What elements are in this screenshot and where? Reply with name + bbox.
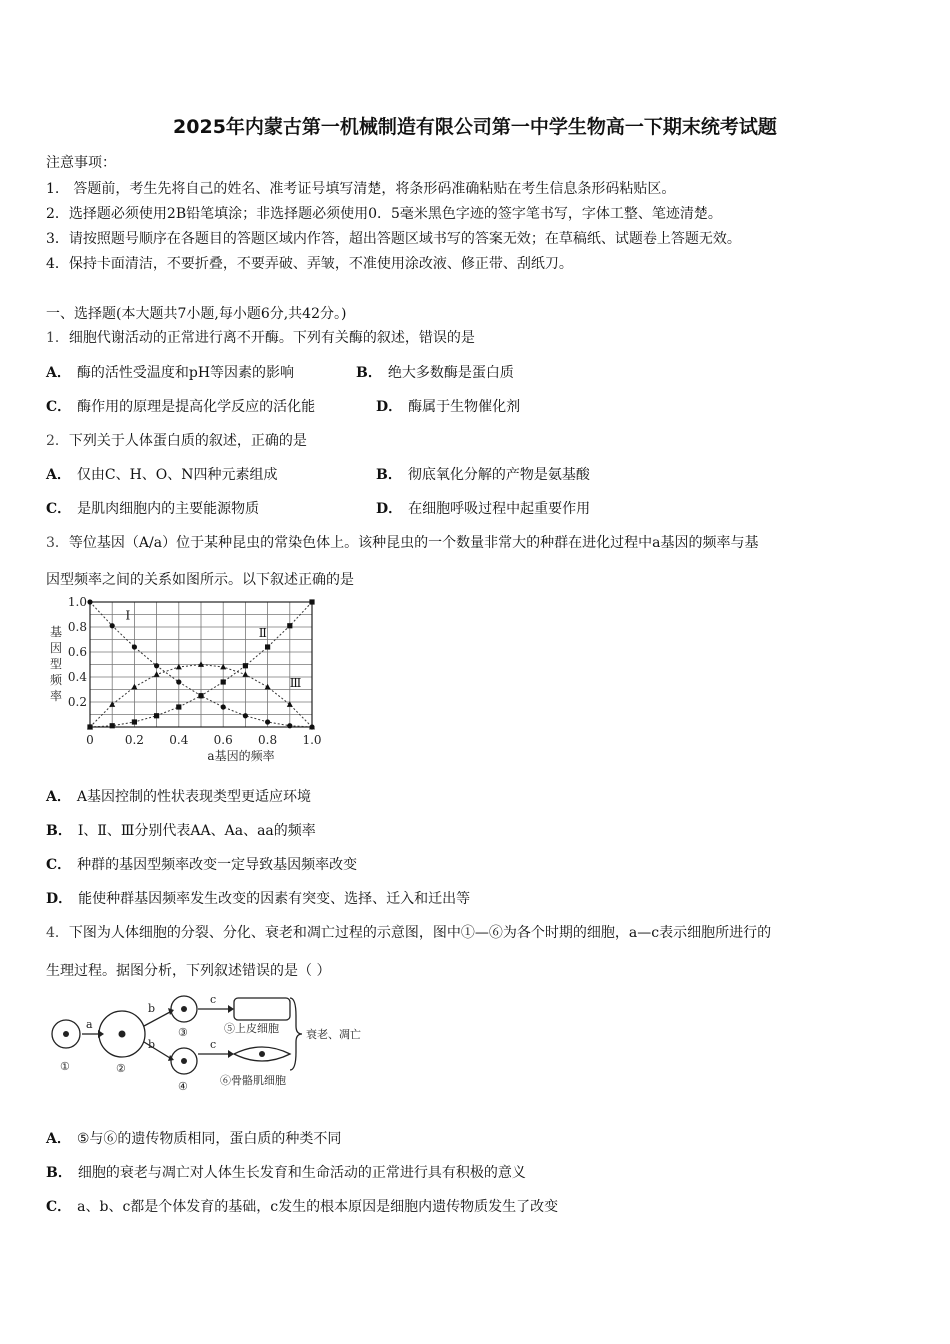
- cell-4-label: ④: [178, 1080, 188, 1093]
- data-point: [198, 661, 204, 667]
- option-a[interactable]: A． A基因控制的性状表现类型更适应环境: [46, 789, 311, 805]
- process-b-label: b: [148, 1002, 156, 1015]
- question-text: 下图为人体细胞的分裂、分化、衰老和凋亡过程的示意图，图中①—⑥为各个时期的细胞，a—c表示细胞所进行的: [68, 925, 772, 941]
- question-2-stem: [46, 430, 307, 450]
- arrowhead-icon: [98, 1030, 104, 1038]
- x-tick-label: 0.4: [169, 733, 189, 747]
- x-axis-label: a基因的频率: [207, 749, 275, 763]
- y-tick-label: 0.4: [67, 670, 87, 684]
- cell-6-label: ⑥骨骼肌细胞: [220, 1074, 286, 1087]
- arrowhead-icon: [228, 1050, 234, 1058]
- option-d[interactable]: D． 酶属于生物催化剂: [376, 399, 521, 415]
- notice-item: 4．保持卡面清洁，不要折叠，不要弄破、弄皱，不准使用涂改液、修正带、刮纸刀。: [46, 256, 573, 272]
- x-tick-label: 0: [86, 733, 94, 747]
- option-a[interactable]: A． 仅由C、H、O、N四种元素组成: [46, 467, 278, 483]
- epithelial-cell: [234, 998, 290, 1020]
- option-d[interactable]: D． 在细胞呼吸过程中起重要作用: [376, 501, 591, 517]
- notice-item: 3．请按照题号顺序在各题目的答题区域内作答，超出答题区域书写的答案无效；在草稿纸、试题卷上答题无效。: [46, 231, 741, 247]
- option-c[interactable]: C． 是肌肉细胞内的主要能源物质: [46, 501, 260, 517]
- page-title: 2025年内蒙古第一机械制造有限公司第一中学生物高一下期末统考试题: [173, 116, 777, 138]
- x-tick-label: 1.0: [302, 733, 322, 747]
- data-point: [132, 719, 137, 724]
- data-point: [132, 644, 137, 649]
- option-c[interactable]: C． a、b、c都是个体发育的基础，c发生的根本原因是细胞内遗传物质发生了改变: [46, 1199, 559, 1215]
- question-number: 3．: [46, 535, 69, 551]
- aging-label: 衰老、凋亡: [306, 1028, 361, 1041]
- question-text: 下列关于人体蛋白质的叙述，正确的是: [68, 433, 307, 449]
- cell-process-diagram: [44, 990, 384, 1094]
- data-point: [131, 684, 137, 690]
- process-b-label: b: [148, 1038, 156, 1051]
- data-point: [176, 704, 181, 709]
- option-d[interactable]: D． 能使种群基因频率发生改变的因素有突变、选择、迁入和迁出等: [46, 891, 471, 907]
- option-b[interactable]: B． 彻底氧化分解的产物是氨基酸: [376, 467, 590, 483]
- nucleus-icon: [119, 1031, 126, 1038]
- data-point: [176, 679, 181, 684]
- cell-3-label: ③: [178, 1026, 188, 1039]
- data-point: [242, 671, 248, 677]
- x-tick-label: 0.2: [124, 733, 144, 747]
- data-point: [154, 713, 159, 718]
- data-point: [265, 684, 271, 690]
- data-point: [243, 713, 248, 718]
- question-text: 等位基因（A/a）位于某种昆虫的常染色体上。该种昆虫的一个数量非常大的种群在进化过程中a基因的频率与基: [68, 535, 759, 551]
- y-axis-label: 型: [49, 657, 63, 671]
- nucleus-icon: [259, 1051, 265, 1057]
- option-a[interactable]: A． ⑤与⑥的遗传物质相同，蛋白质的种类不同: [46, 1131, 342, 1147]
- data-point: [110, 723, 115, 728]
- nucleus-icon: [63, 1031, 69, 1037]
- option-b[interactable]: B． Ⅰ、Ⅱ、Ⅲ分别代表AA、Aa、aa的频率: [46, 823, 316, 839]
- cell-2-label: ②: [116, 1062, 126, 1075]
- data-point: [287, 723, 292, 728]
- question-3-stem: [46, 532, 758, 552]
- y-tick-label: 0.2: [67, 695, 87, 709]
- data-point: [243, 663, 248, 668]
- process-a-label: a: [86, 1018, 93, 1031]
- y-axis-label: 因: [49, 641, 63, 655]
- data-point: [221, 704, 226, 709]
- arrowhead-icon: [228, 1005, 234, 1013]
- x-tick-label: 0.8: [258, 733, 278, 747]
- question-4-stem: [46, 922, 771, 942]
- y-tick-label: 1.0: [67, 595, 87, 609]
- question-4-stem-cont: 生理过程。据图分析，下列叙述错误的是（ ）: [46, 963, 331, 979]
- cell-1-label: ①: [60, 1060, 70, 1073]
- question-text: 细胞代谢活动的正常进行离不开酶。下列有关酶的叙述，错误的是: [68, 330, 475, 346]
- genotype-frequency-chart: [44, 592, 334, 772]
- option-a[interactable]: A． 酶的活性受温度和pH等因素的影响: [46, 365, 295, 381]
- data-point: [198, 693, 203, 698]
- process-c-label: c: [210, 1038, 217, 1051]
- y-tick-label: 0.6: [67, 645, 87, 659]
- section-header: 一、选择题(本大题共7小题,每小题6分,共42分。): [46, 306, 347, 322]
- nucleus-icon: [181, 1006, 187, 1012]
- x-tick-label: 0.6: [213, 733, 233, 747]
- question-number: 1．: [46, 330, 69, 346]
- option-b[interactable]: B． 绝大多数酶是蛋白质: [356, 365, 514, 381]
- question-number: 2．: [46, 433, 69, 449]
- data-point: [154, 663, 159, 668]
- data-point: [265, 719, 270, 724]
- data-point: [287, 623, 292, 628]
- notice-heading: 注意事项：: [46, 155, 116, 171]
- data-point: [110, 623, 115, 628]
- series-label: Ⅱ: [258, 626, 267, 640]
- data-point: [309, 599, 314, 604]
- process-c-label: c: [210, 993, 217, 1006]
- data-point: [265, 644, 270, 649]
- notice-item: 1. 答题前，考生先将自己的姓名、准考证号填写清楚，将条形码准确粘贴在考生信息条形码粘贴区。: [46, 181, 676, 197]
- y-axis-label: 基: [49, 625, 63, 639]
- option-c[interactable]: C． 种群的基因型频率改变一定导致基因频率改变: [46, 857, 358, 873]
- arrowhead-icon: [168, 1008, 174, 1015]
- cell-5-label: ⑤上皮细胞: [224, 1022, 279, 1035]
- data-point: [221, 679, 226, 684]
- data-point: [154, 671, 160, 677]
- series-label: Ⅰ: [125, 608, 131, 623]
- y-axis-label: 频: [49, 673, 63, 687]
- question-number: 4．: [46, 925, 69, 941]
- series-label: Ⅲ: [289, 676, 302, 690]
- bracket: [290, 998, 302, 1070]
- option-c[interactable]: C． 酶作用的原理是提高化学反应的活化能: [46, 399, 316, 415]
- question-1-stem: [46, 327, 475, 347]
- y-tick-label: 0.8: [67, 620, 87, 634]
- data-point: [87, 599, 92, 604]
- question-3-stem-cont: 因型频率之间的关系如图所示。以下叙述正确的是: [46, 572, 354, 588]
- nucleus-icon: [181, 1058, 187, 1064]
- notice-item: 2．选择题必须使用2B铅笔填涂；非选择题必须使用0．5毫米黑色字迹的签字笔书写，字体工整、笔迹清楚。: [46, 206, 722, 222]
- y-axis-label: 率: [49, 689, 63, 703]
- option-b[interactable]: B． 细胞的衰老与凋亡对人体生长发育和生命活动的正常进行具有积极的意义: [46, 1165, 526, 1181]
